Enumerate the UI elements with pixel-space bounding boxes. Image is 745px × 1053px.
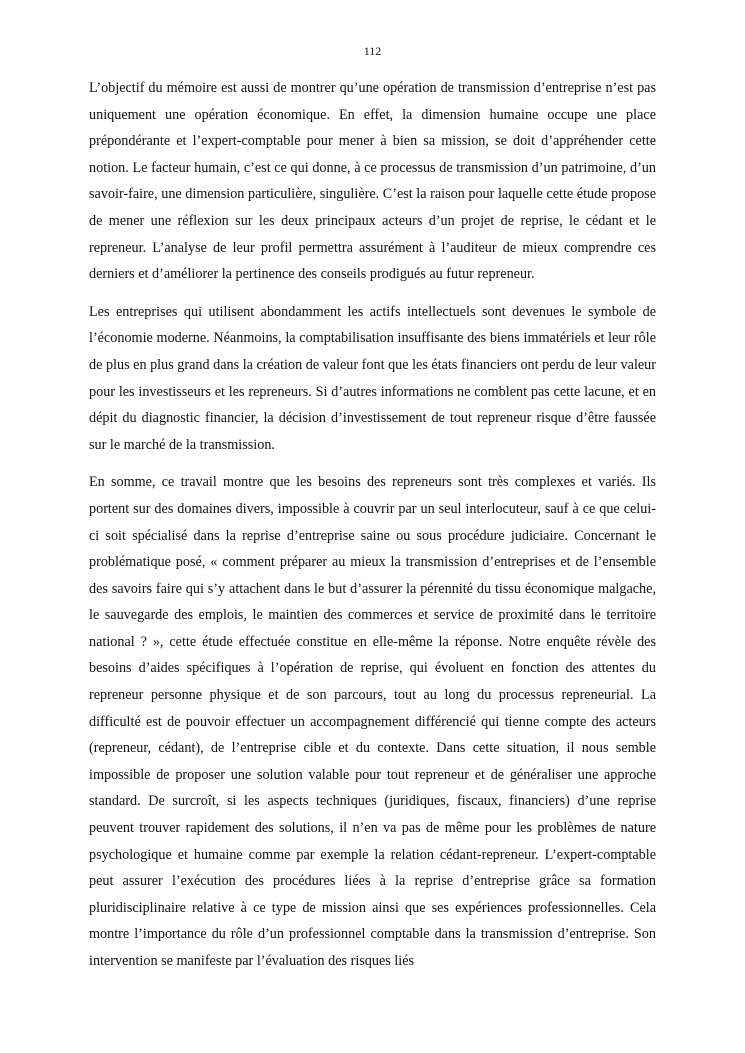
page-number: 112 — [363, 44, 382, 58]
paragraph-objective: L’objectif du mémoire est aussi de montrer qu’une opération de transmission d’entreprise n’est pas uniquement une opération économique. En effet, la dimension humaine occupe une place prépondérante et l’expert-comptable pour mener à bien sa mission, se doit d’appréhender cette notion. Le facteur humain, c’est ce qui donne, à ce processus de transmission d’un patrimoine, d’un savoir-faire, une dimension particulière, singulière. C’est la raison pour laquelle cette étude propose de mener une réflexion sur les deux principaux acteurs d’un projet de reprise, le cédant et le repreneur. L’analyse de leur profil permettra assurément à l’auditeur de mieux comprendre ces derniers et d’améliorer la pertinence des conseils prodigués au futur repreneur. — [89, 80, 656, 283]
document-body — [89, 75, 656, 975]
paragraph-conclusion: En somme, ce travail montre que les besoins des repreneurs sont très complexes et variés. Ils portent sur des domaines divers, impossible à couvrir par un seul interlocuteur, sauf à ce que celui-ci soit spécialisé dans la reprise d’entreprise saine ou sous procédure judiciaire. Concernant le problématique posé, « comment préparer au mieux la transmission d’entreprises et de l’ensemble des savoirs faire qui s’y attachent dans le but d’assurer la pérennité du tissu économique malgache, le sauvegarde des emplois, le maintien des commerces et service de proximité dans le territoire national ? », cette étude effectuée constitue en elle-même la réponse. Notre enquête révèle des besoins d’aides spécifiques à l’opération de reprise, qui évoluent en fonction des attentes du repreneur personne physique et de son parcours, tout au long du processus repreneurial. La difficulté est de pouvoir effectuer un accompagnement différencié qui tienne compte des acteurs (repreneur, cédant), de l’entreprise cible et du contexte. Dans cette situation, il nous semble impossible de proposer une solution valable pour tout repreneur et de généraliser une approche standard. De surcroît, si les aspects techniques (juridiques, fiscaux, financiers) d’une reprise peuvent trouver rapidement des solutions, il n’en va pas de même pour les problèmes de nature psychologique et humaine comme par exemple la relation cédant-repreneur. L’expert-comptable peut assurer l’exécution des procédures liées à la reprise d’entreprise grâce sa formation pluridisciplinaire relative à ce type de mission ainsi que ses expériences professionnelles. Cela montre l’importance du rôle d’un professionnel comptable dans la transmission d’entreprise. Son intervention se manifeste par l’évaluation des risques liés — [89, 474, 656, 969]
paragraph-intellectual-assets: Les entreprises qui utilisent abondamment les actifs intellectuels sont devenues le symbole de l’économie moderne. Néanmoins, la comptabilisation insuffisante des biens immatériels et leur rôle de plus en plus grand dans la création de valeur font que les états financiers ont perdu de leur valeur pour les investisseurs et les repreneurs. Si d’autres informations ne comblent pas cette lacune, et en dépit du diagnostic financier, la décision d’investissement de tout repreneur risque d’être faussée sur le marché de la transmission. — [89, 303, 656, 453]
